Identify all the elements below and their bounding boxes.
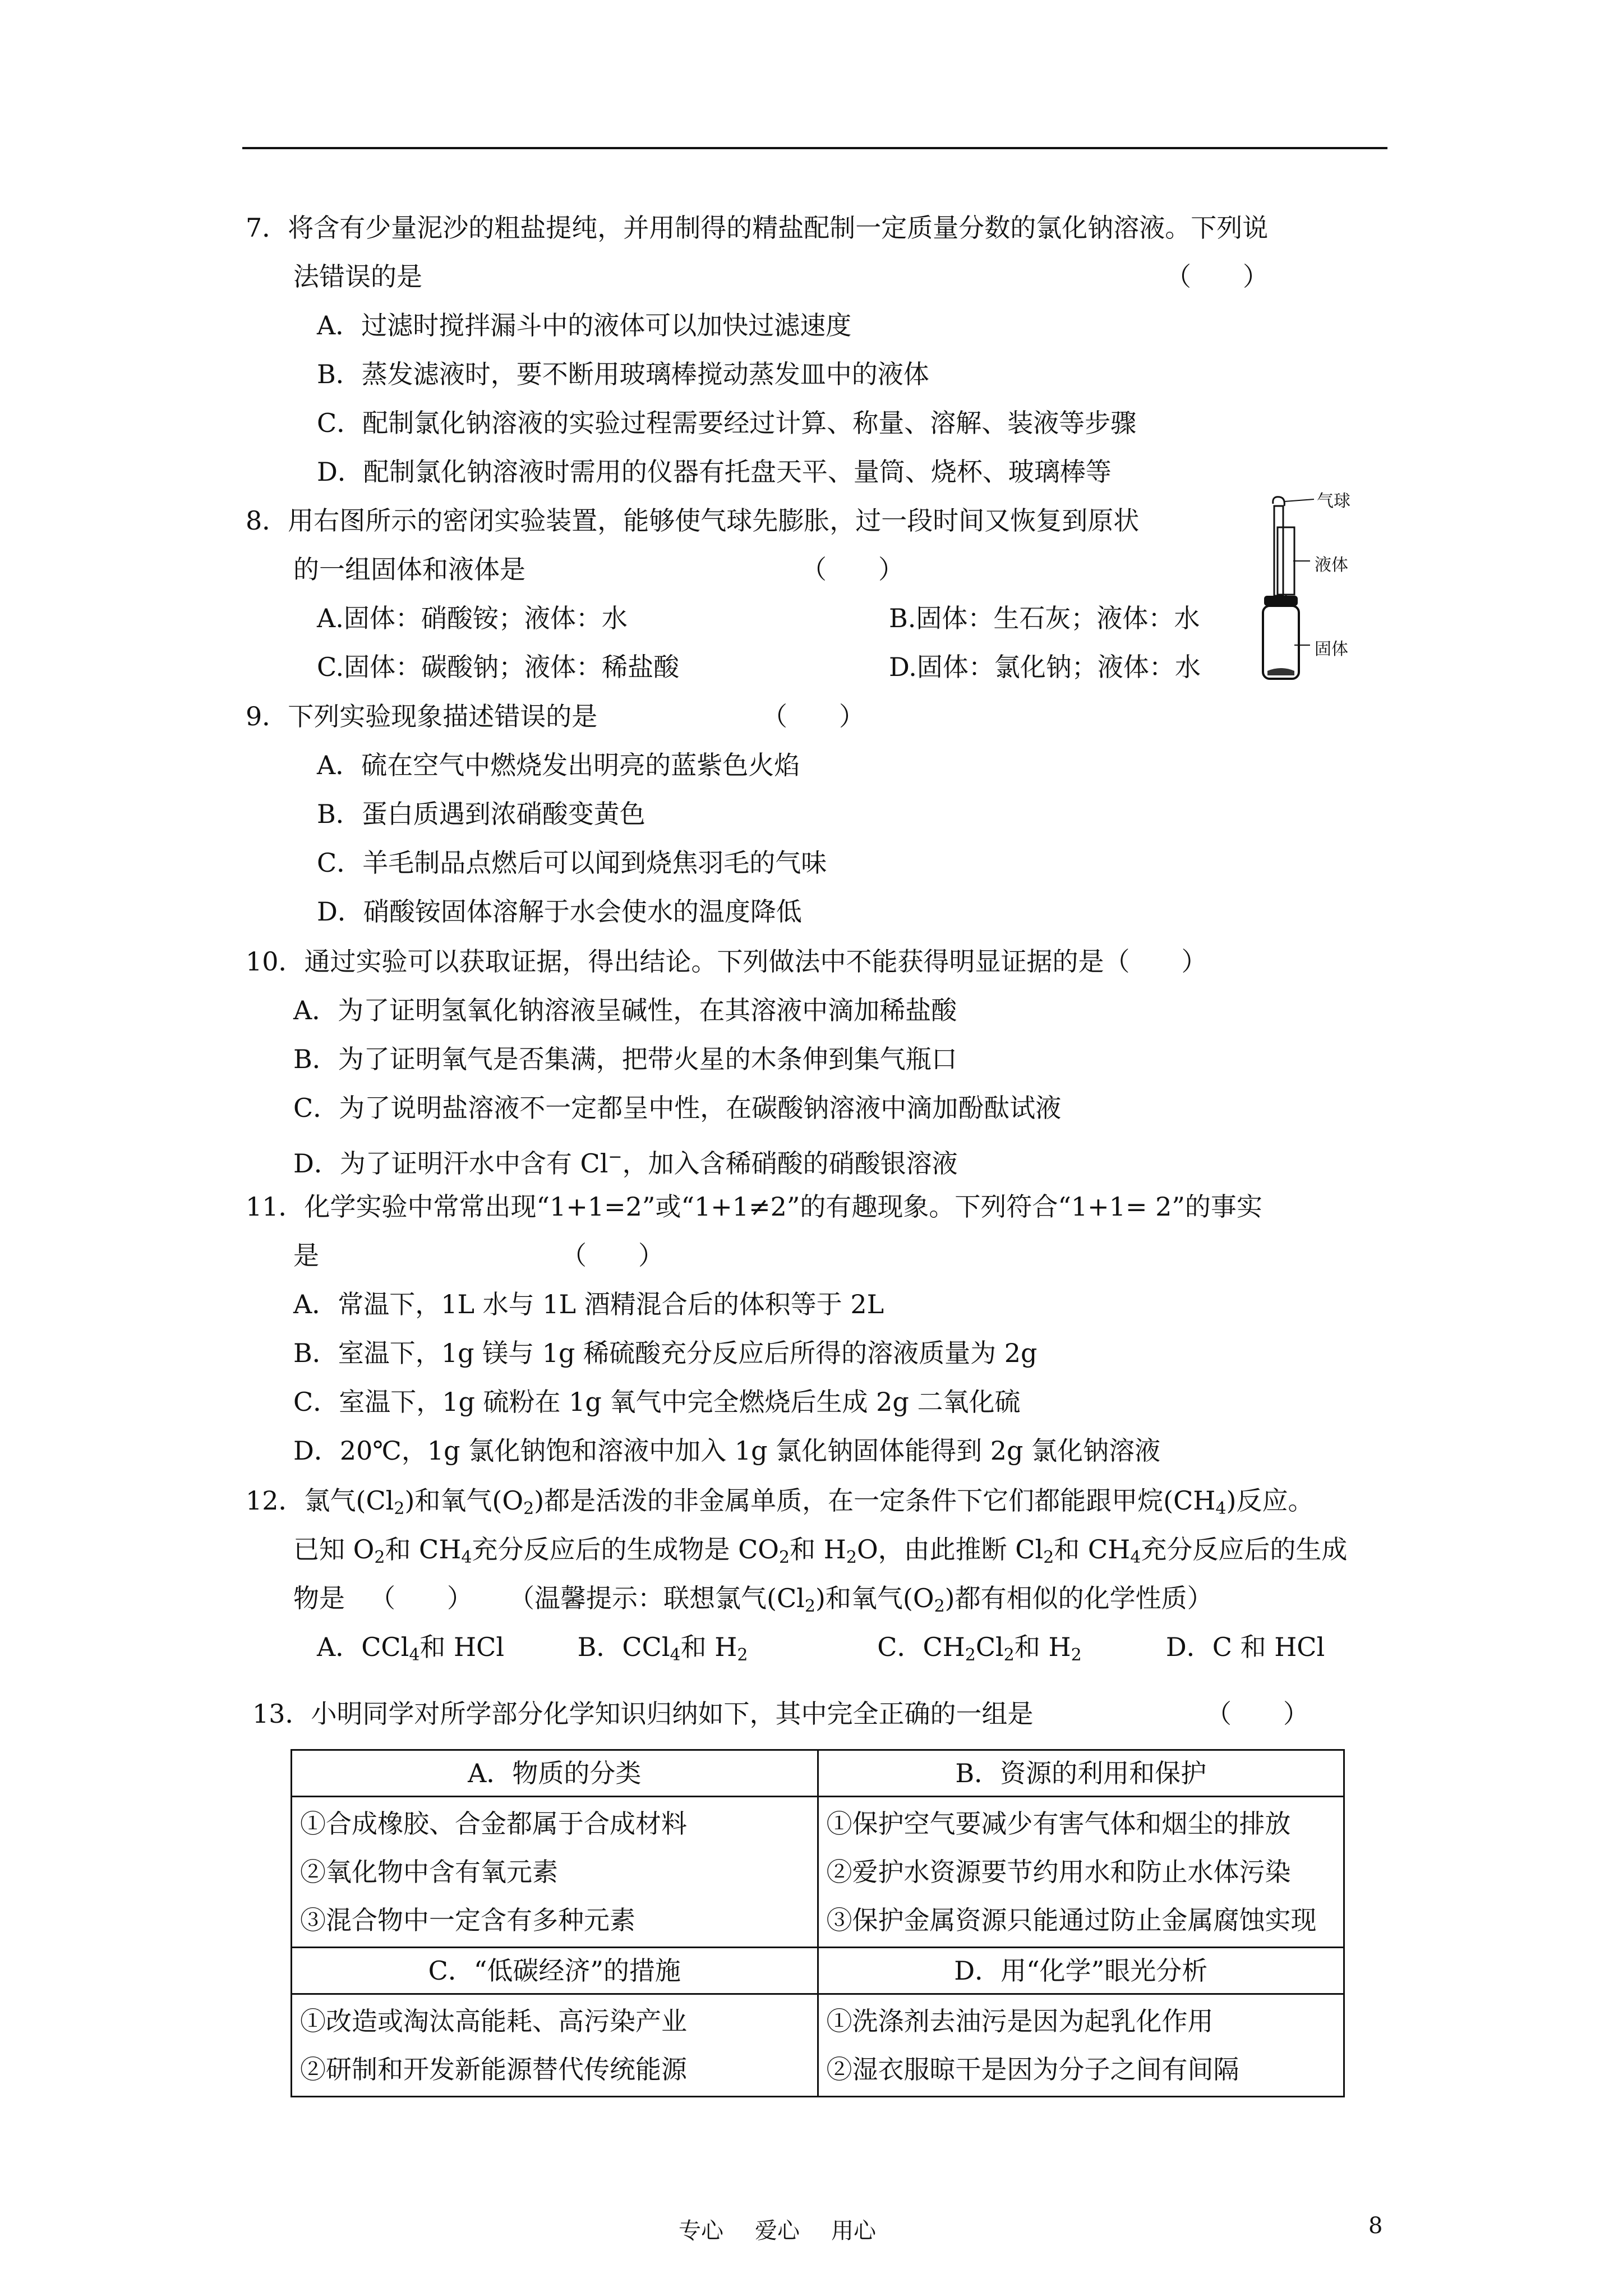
text: 和 CH bbox=[385, 1534, 462, 1565]
question-12 bbox=[246, 1476, 1407, 1672]
option-a: A．过滤时搅拌漏斗中的液体可以加快过滤速度 bbox=[317, 310, 852, 341]
subscript: 4 bbox=[1215, 1499, 1227, 1519]
question-7 bbox=[246, 204, 1407, 496]
list-item: ②湿衣服晾干是因为分子之间有间隔 bbox=[826, 2054, 1239, 2085]
question-13-stem-text: 13．小明同学对所学部分化学知识归纳如下，其中完全正确的一组是 bbox=[252, 1699, 1034, 1729]
table-header-a: A．物质的分类 bbox=[292, 1750, 818, 1797]
option-a: A．硫在空气中燃烧发出明亮的蓝紫色火焰 bbox=[317, 750, 800, 780]
option-row-1 bbox=[246, 594, 1255, 643]
subscript: 2 bbox=[934, 1596, 945, 1616]
option-d: D.固体：氯化钠；液体：水 bbox=[889, 652, 1201, 682]
table-header-b: B．资源的利用和保护 bbox=[818, 1750, 1344, 1797]
option-c: C．室温下，1g 硫粉在 1g 氧气中完全燃烧后生成 2g 二氧化硫 bbox=[293, 1387, 1021, 1417]
list-item: ①改造或淘汰高能耗、高污染产业 bbox=[300, 2006, 687, 2036]
option-a: A.固体：硝酸铵；液体：水 bbox=[317, 603, 628, 633]
text: （温馨提示：联想氯气(Cl bbox=[509, 1583, 805, 1613]
balloon-label: 气球 bbox=[1317, 491, 1350, 511]
question-9 bbox=[246, 692, 1407, 936]
option-d-text: D．为了证明汗水中含有 Cl bbox=[293, 1148, 608, 1179]
subscript: 2 bbox=[965, 1645, 976, 1665]
footer-motto bbox=[679, 2213, 907, 2245]
text: Cl bbox=[975, 1632, 1004, 1662]
question-12-line-3 bbox=[246, 1574, 1407, 1623]
question-12-line-2 bbox=[246, 1525, 1407, 1574]
text: 已知 O bbox=[293, 1534, 375, 1565]
liquid-label: 液体 bbox=[1315, 555, 1348, 575]
answer-paren: （ ） bbox=[370, 1583, 473, 1613]
question-13-stem bbox=[252, 1690, 1413, 1738]
option-d: D．20℃，1g 氯化钠饱和溶液中加入 1g 氯化钠固体能得到 2g 氯化钠溶液 bbox=[293, 1435, 1161, 1466]
list-item: ①合成橡胶、合金都属于合成材料 bbox=[300, 1809, 687, 1839]
text: 和 H bbox=[680, 1632, 737, 1662]
list-item: ①保护空气要减少有害气体和烟尘的排放 bbox=[826, 1809, 1291, 1839]
subscript: 2 bbox=[374, 1548, 385, 1567]
subscript: 2 bbox=[737, 1645, 748, 1665]
table-cell-d bbox=[818, 1994, 1344, 2097]
question-7-stem-end: 法错误的是 bbox=[293, 261, 422, 292]
option-a: A．常温下，1L 水与 1L 酒精混合后的体积等于 2L bbox=[293, 1289, 884, 1319]
subscript: 2 bbox=[779, 1548, 790, 1567]
option-d bbox=[246, 1133, 1407, 1181]
text: )和氧气(O bbox=[404, 1485, 524, 1516]
question-8-stem-cont bbox=[246, 545, 1255, 594]
question-7-stem-cont bbox=[246, 252, 1407, 301]
subscript: 4 bbox=[670, 1645, 681, 1665]
option-row-2 bbox=[246, 643, 1255, 692]
option-d: D．C 和 HCl bbox=[1165, 1632, 1325, 1662]
question-10 bbox=[246, 937, 1407, 1181]
option-d: D．硝酸铵固体溶解于水会使水的温度降低 bbox=[317, 896, 802, 927]
footer-word: 用心 bbox=[831, 2218, 876, 2244]
question-9-stem bbox=[246, 692, 1407, 741]
footer-word: 专心 bbox=[679, 2218, 723, 2244]
option-b bbox=[578, 1623, 869, 1680]
apparatus-figure bbox=[1261, 491, 1378, 682]
option-a: A．为了证明氢氧化钠溶液呈碱性，在其溶液中滴加稀盐酸 bbox=[293, 995, 957, 1025]
text: )都有相似的化学性质） bbox=[944, 1583, 1213, 1613]
subscript: 2 bbox=[1003, 1645, 1015, 1665]
question-8-stem: 8．用右图所示的密闭实验装置，能够使气球先膨胀，过一段时间又恢复到原状 bbox=[246, 505, 1140, 536]
subscript: 2 bbox=[394, 1499, 405, 1519]
answer-paren: （ ） bbox=[561, 1240, 664, 1271]
question-11-stem-cont bbox=[246, 1231, 1407, 1280]
answer-paren: （ ） bbox=[1206, 1699, 1309, 1729]
list-item: ②研制和开发新能源替代传统能源 bbox=[300, 2054, 687, 2085]
text: 和 H bbox=[1014, 1632, 1071, 1662]
table-header-d: D．用“化学”眼光分析 bbox=[818, 1948, 1344, 1994]
answer-paren: （ ） bbox=[1165, 261, 1269, 292]
option-b: B．为了证明氧气是否集满，把带火星的木条伸到集气瓶口 bbox=[293, 1044, 957, 1074]
superscript: − bbox=[608, 1147, 623, 1167]
subscript: 2 bbox=[804, 1596, 815, 1616]
subscript: 4 bbox=[409, 1645, 420, 1665]
table-cell-a bbox=[292, 1797, 818, 1948]
question-12-options bbox=[246, 1623, 1407, 1672]
solid-label: 固体 bbox=[1315, 639, 1348, 659]
text: 12．氯气(Cl bbox=[246, 1485, 394, 1516]
knowledge-table bbox=[291, 1749, 1345, 2097]
subscript: 2 bbox=[523, 1499, 534, 1519]
list-item: ②爱护水资源要节约用水和防止水体污染 bbox=[826, 1857, 1291, 1887]
table-cell-c bbox=[292, 1994, 818, 2097]
list-item: ①洗涤剂去油污是因为起乳化作用 bbox=[826, 2006, 1214, 2036]
option-c bbox=[877, 1623, 1158, 1680]
text: A．CCl bbox=[317, 1632, 409, 1662]
option-c: C．为了说明盐溶液不一定都呈中性，在碳酸钠溶液中滴加酚酞试液 bbox=[293, 1093, 1062, 1123]
option-b: B.固体：生石灰；液体：水 bbox=[889, 603, 1200, 633]
answer-paren: （ ） bbox=[762, 701, 865, 731]
question-8 bbox=[246, 496, 1255, 692]
answer-paren: （ ） bbox=[801, 554, 904, 585]
question-9-stem-text: 9．下列实验现象描述错误的是 bbox=[246, 701, 598, 731]
page-number: 8 bbox=[1368, 2213, 1383, 2239]
footer-word: 爱心 bbox=[755, 2218, 800, 2244]
subscript: 2 bbox=[846, 1548, 857, 1567]
option-c: C．羊毛制品点燃后可以闻到烧焦羽毛的气味 bbox=[317, 848, 827, 878]
question-8-stem-end: 的一组固体和液体是 bbox=[293, 554, 525, 585]
question-12-line-1 bbox=[246, 1476, 1407, 1525]
text: 和 HCl bbox=[419, 1632, 505, 1662]
subscript: 2 bbox=[1043, 1548, 1054, 1567]
option-c: C.固体：碳酸钠；液体：稀盐酸 bbox=[317, 652, 680, 682]
question-11-stem-end: 是 bbox=[293, 1240, 319, 1271]
text: )和氧气(O bbox=[815, 1583, 934, 1613]
text: 和 CH bbox=[1054, 1534, 1131, 1565]
question-13 bbox=[252, 1690, 1413, 1738]
list-item: ③保护金属资源只能通过防止金属腐蚀实现 bbox=[826, 1905, 1317, 1935]
option-b: B．蒸发滤液时，要不断用玻璃棒搅动蒸发皿中的液体 bbox=[317, 359, 929, 389]
text: )反应。 bbox=[1226, 1485, 1314, 1516]
question-11-stem: 11．化学实验中常常出现“1+1=2”或“1+1≠2”的有趣现象。下列符合“1+1= 2”的事实 bbox=[246, 1191, 1262, 1222]
subscript: 4 bbox=[461, 1548, 472, 1567]
list-item: ③混合物中一定含有多种元素 bbox=[300, 1905, 635, 1935]
table-cell-b bbox=[818, 1797, 1344, 1948]
option-b: B．室温下，1g 镁与 1g 稀硫酸充分反应后所得的溶液质量为 2g bbox=[293, 1338, 1038, 1368]
subscript: 4 bbox=[1130, 1548, 1141, 1567]
list-item: ②氧化物中含有氧元素 bbox=[300, 1857, 558, 1887]
text: O，由此推断 Cl bbox=[856, 1534, 1044, 1565]
text: C．CH bbox=[877, 1632, 965, 1662]
option-d: D．配制氯化钠溶液时需用的仪器有托盘天平、量筒、烧杯、玻璃棒等 bbox=[317, 457, 1112, 487]
option-d-text-end: ，加入含稀硝酸的硝酸银溶液 bbox=[622, 1148, 958, 1179]
table-header-c: C．“低碳经济”的措施 bbox=[292, 1948, 818, 1994]
text: 充分反应后的生成 bbox=[1141, 1534, 1348, 1565]
subscript: 2 bbox=[1071, 1645, 1082, 1665]
text: 和 H bbox=[790, 1534, 846, 1565]
text: B．CCl bbox=[577, 1632, 670, 1662]
option-c: C．配制氯化钠溶液的实验过程需要经过计算、称量、溶解、装液等步骤 bbox=[317, 408, 1137, 438]
option-a bbox=[317, 1623, 569, 1680]
text: )都是活泼的非金属单质，在一定条件下它们都能跟甲烷(CH bbox=[534, 1485, 1216, 1516]
text: 充分反应后的生成物是 CO bbox=[472, 1534, 779, 1565]
header-rule bbox=[242, 147, 1387, 149]
option-b: B．蛋白质遇到浓硝酸变黄色 bbox=[317, 799, 645, 829]
question-7-stem: 7．将含有少量泥沙的粗盐提纯，并用制得的精盐配制一定质量分数的氯化钠溶液。下列说 bbox=[246, 213, 1269, 243]
text: 物是 bbox=[293, 1583, 345, 1613]
question-10-stem: 10．通过实验可以获取证据，得出结论。下列做法中不能获得明显证据的是（ ） bbox=[246, 946, 1207, 977]
question-11 bbox=[246, 1182, 1407, 1475]
